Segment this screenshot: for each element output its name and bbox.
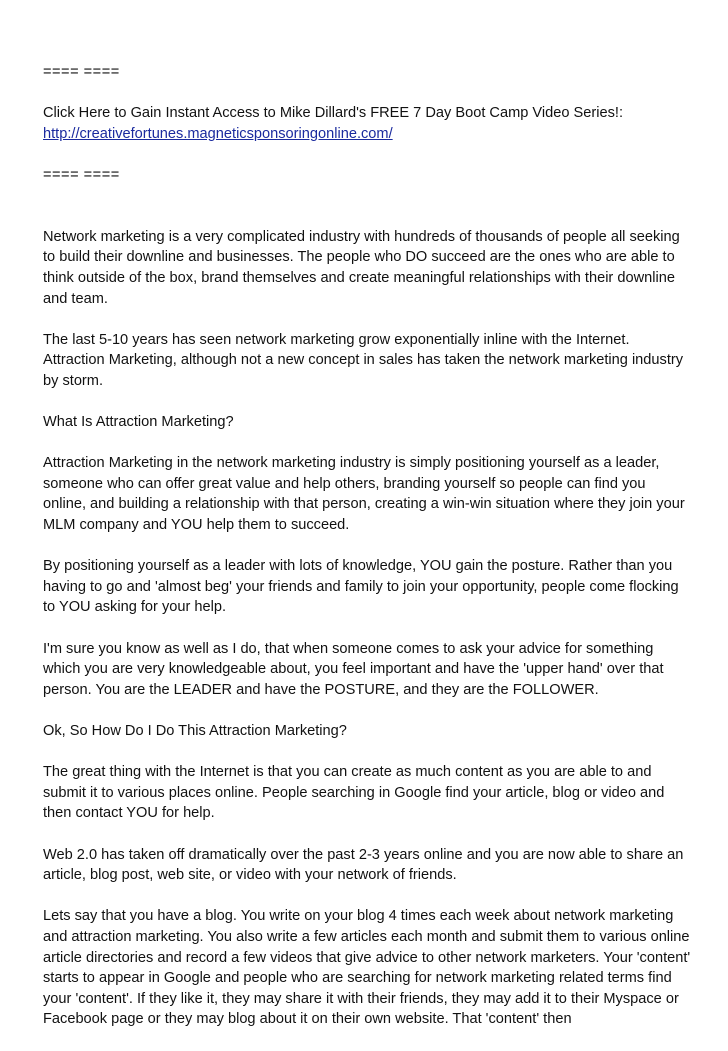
document-page xyxy=(43,62,691,1051)
paragraph-web20: Web 2.0 has taken off dramatically over the past 2-3 years online and you are now able to share an article, blog post, web site, or video with your network of friends. xyxy=(43,846,684,884)
paragraph-content: The great thing with the Internet is that you can create as much content as you are able to and submit it to various places online. People searching in Google find your article, blog or video and then contact YOU for help. xyxy=(43,764,665,822)
paragraph-intro: Network marketing is a very complicated industry with hundreds of thousands of people all seeking to build their downline and businesses. The people who DO succeed are the ones who are able to think outside of the box, brand themselves and create meaningful relationships with their downline and team. xyxy=(43,228,680,307)
paragraph-growth: The last 5-10 years has seen network marketing grow exponentially inline with the Internet. Attraction Marketing, although not a new concept in sales has taken the network marketing industry by storm. xyxy=(43,331,684,389)
promo-text: Click Here to Gain Instant Access to Mike Dillard's FREE 7 Day Boot Camp Video Series!: xyxy=(43,105,624,122)
spacer xyxy=(43,206,691,227)
separator-bottom: ==== ==== xyxy=(43,166,120,183)
paragraph-posture: By positioning yourself as a leader with lots of knowledge, YOU gain the posture. Rather than you having to go and 'almost beg' your friends and family to join your opportunity, people come flocking to YOU asking for your help. xyxy=(43,558,679,616)
promo-block xyxy=(43,103,691,144)
paragraph-leader: I'm sure you know as well as I do, that when someone comes to ask your advice for something which you are very knowledgeable about, you feel important and have the 'upper hand' over that person. You are the LEADER and have the POSTURE, and they are the FOLLOWER. xyxy=(43,640,664,698)
paragraph-blog: Lets say that you have a blog. You write on your blog 4 times each week about network marketing and attraction marketing. You also write a few articles each month and submit them to various online article directories and record a few videos that give advice to other network marketers. Your 'content' starts to appear in Google and people who are searching for network marketing related terms find your 'content'. If they like it, they may share it with their friends, they may add it to their Myspace or Facebook page or they may blog about it on their own website. That 'content' then xyxy=(43,908,691,1028)
separator-top: ==== ==== xyxy=(43,64,120,80)
promo-link[interactable]: http://creativefortunes.magneticsponsoringonline.com/ xyxy=(43,125,393,142)
paragraph-definition: Attraction Marketing in the network marketing industry is simply positioning yourself as a leader, someone who can offer great value and help others, branding yourself so people can find you online, and building a relationship with that person, creating a win-win situation where they join your MLM company and YOU help them to succeed. xyxy=(43,455,685,534)
heading-how-to: Ok, So How Do I Do This Attraction Marketing? xyxy=(43,723,347,739)
heading-what-is: What Is Attraction Marketing? xyxy=(43,414,234,431)
